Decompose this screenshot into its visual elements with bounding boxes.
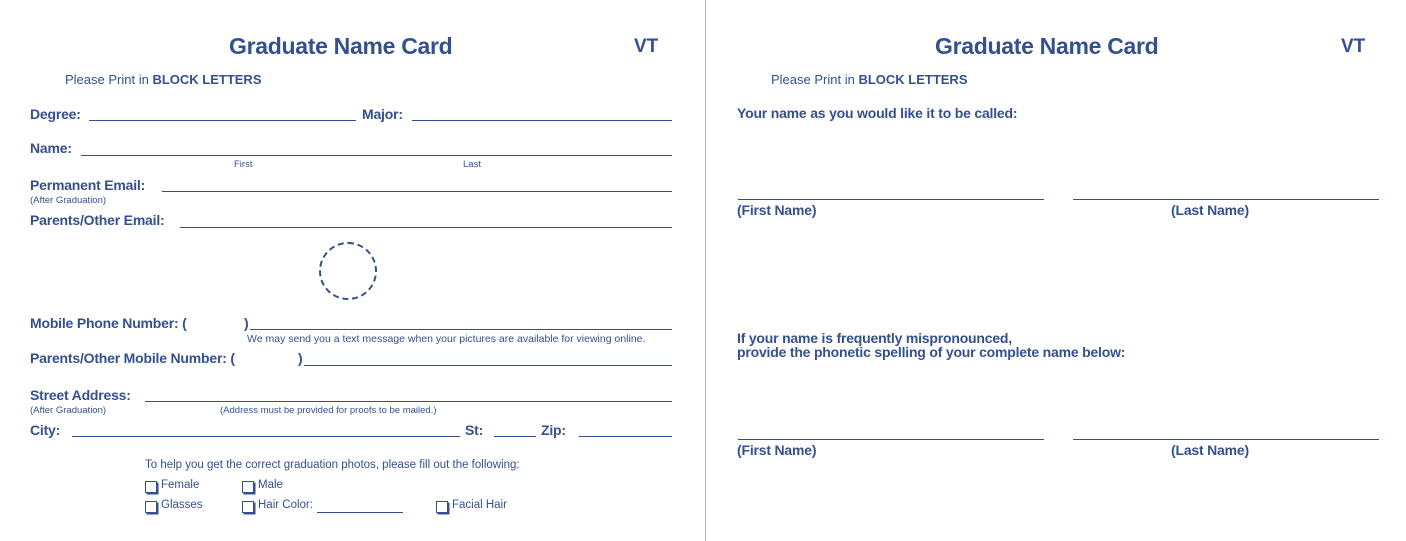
back-title: Graduate Name Card <box>935 33 1159 59</box>
male-checkbox-label: Male <box>258 479 283 491</box>
street-address-label: Street Address: <box>30 387 131 403</box>
phonetic-first-name-field[interactable] <box>738 439 1044 440</box>
hair-color-checkbox-label: Hair Color: <box>258 499 313 511</box>
name-field[interactable] <box>81 155 672 156</box>
mobile-phone-note: We may send you a text message when your pictures are available for viewing online. <box>247 333 646 345</box>
street-address-hint: (After Graduation) <box>30 405 107 416</box>
back-state-code: VT <box>1341 36 1366 57</box>
mobile-phone-field[interactable] <box>250 329 672 330</box>
zip-field[interactable] <box>579 436 672 437</box>
preferred-last-name-field[interactable] <box>1073 199 1379 200</box>
female-checkbox[interactable] <box>145 481 157 493</box>
degree-field[interactable] <box>89 120 356 121</box>
permanent-email-field[interactable] <box>162 191 672 192</box>
front-instruction <box>65 72 262 87</box>
mobile-phone-label: Mobile Phone Number: ( <box>30 315 187 331</box>
back-instruction <box>771 72 968 87</box>
parents-email-field[interactable] <box>180 227 672 228</box>
glasses-checkbox[interactable] <box>145 501 157 513</box>
card-divider <box>705 0 706 541</box>
street-address-note: (Address must be provided for proofs to be mailed.) <box>220 405 437 416</box>
city-field[interactable] <box>72 436 460 437</box>
parents-mobile-label: Parents/Other Mobile Number: ( <box>30 350 235 366</box>
facial-hair-checkbox[interactable] <box>436 501 448 513</box>
permanent-email-label: Permanent Email: <box>30 177 146 193</box>
instruction-prefix: Please Print in <box>771 72 859 87</box>
preferred-last-name-label: (Last Name) <box>1171 202 1249 218</box>
zip-label: Zip: <box>541 422 566 438</box>
phonetic-last-name-label: (Last Name) <box>1171 442 1249 458</box>
front-state-code: VT <box>634 36 659 57</box>
name-first-hint: First <box>234 159 253 170</box>
major-field[interactable] <box>412 120 672 121</box>
phonetic-first-name-label: (First Name) <box>737 442 817 458</box>
hair-color-field[interactable] <box>317 512 403 513</box>
phonetic-last-name-field[interactable] <box>1073 439 1379 440</box>
parents-email-label: Parents/Other Email: <box>30 212 165 228</box>
preferred-first-name-label: (First Name) <box>737 202 817 218</box>
state-label: St: <box>465 422 484 438</box>
instruction-prefix: Please Print in <box>65 72 153 87</box>
name-label: Name: <box>30 140 72 156</box>
preferred-name-prompt: Your name as you would like it to be called: <box>737 105 1018 121</box>
city-label: City: <box>30 422 61 438</box>
state-field[interactable] <box>494 436 536 437</box>
male-checkbox[interactable] <box>242 481 254 493</box>
phonetic-prompt-line2: provide the phonetic spelling of your complete name below: <box>737 344 1126 360</box>
glasses-checkbox-label: Glasses <box>161 499 203 511</box>
preferred-first-name-field[interactable] <box>738 199 1044 200</box>
photo-prompt: To help you get the correct graduation photos, please fill out the following: <box>145 459 520 471</box>
photo-placeholder-circle <box>319 242 377 300</box>
hair-color-checkbox[interactable] <box>242 501 254 513</box>
permanent-email-hint: (After Graduation) <box>30 195 107 206</box>
phonetic-prompt-line1: If your name is frequently mispronounced, <box>737 330 1012 346</box>
parents-mobile-paren: ) <box>298 350 303 366</box>
degree-label: Degree: <box>30 106 81 122</box>
female-checkbox-label: Female <box>161 479 200 491</box>
name-last-hint: Last <box>463 159 481 170</box>
major-label: Major: <box>362 106 403 122</box>
instruction-bold: BLOCK LETTERS <box>858 72 968 87</box>
parents-mobile-field[interactable] <box>304 365 672 366</box>
instruction-bold: BLOCK LETTERS <box>152 72 262 87</box>
mobile-phone-paren: ) <box>244 315 249 331</box>
street-address-field[interactable] <box>145 401 672 402</box>
facial-hair-checkbox-label: Facial Hair <box>452 499 507 511</box>
front-title: Graduate Name Card <box>229 33 453 59</box>
